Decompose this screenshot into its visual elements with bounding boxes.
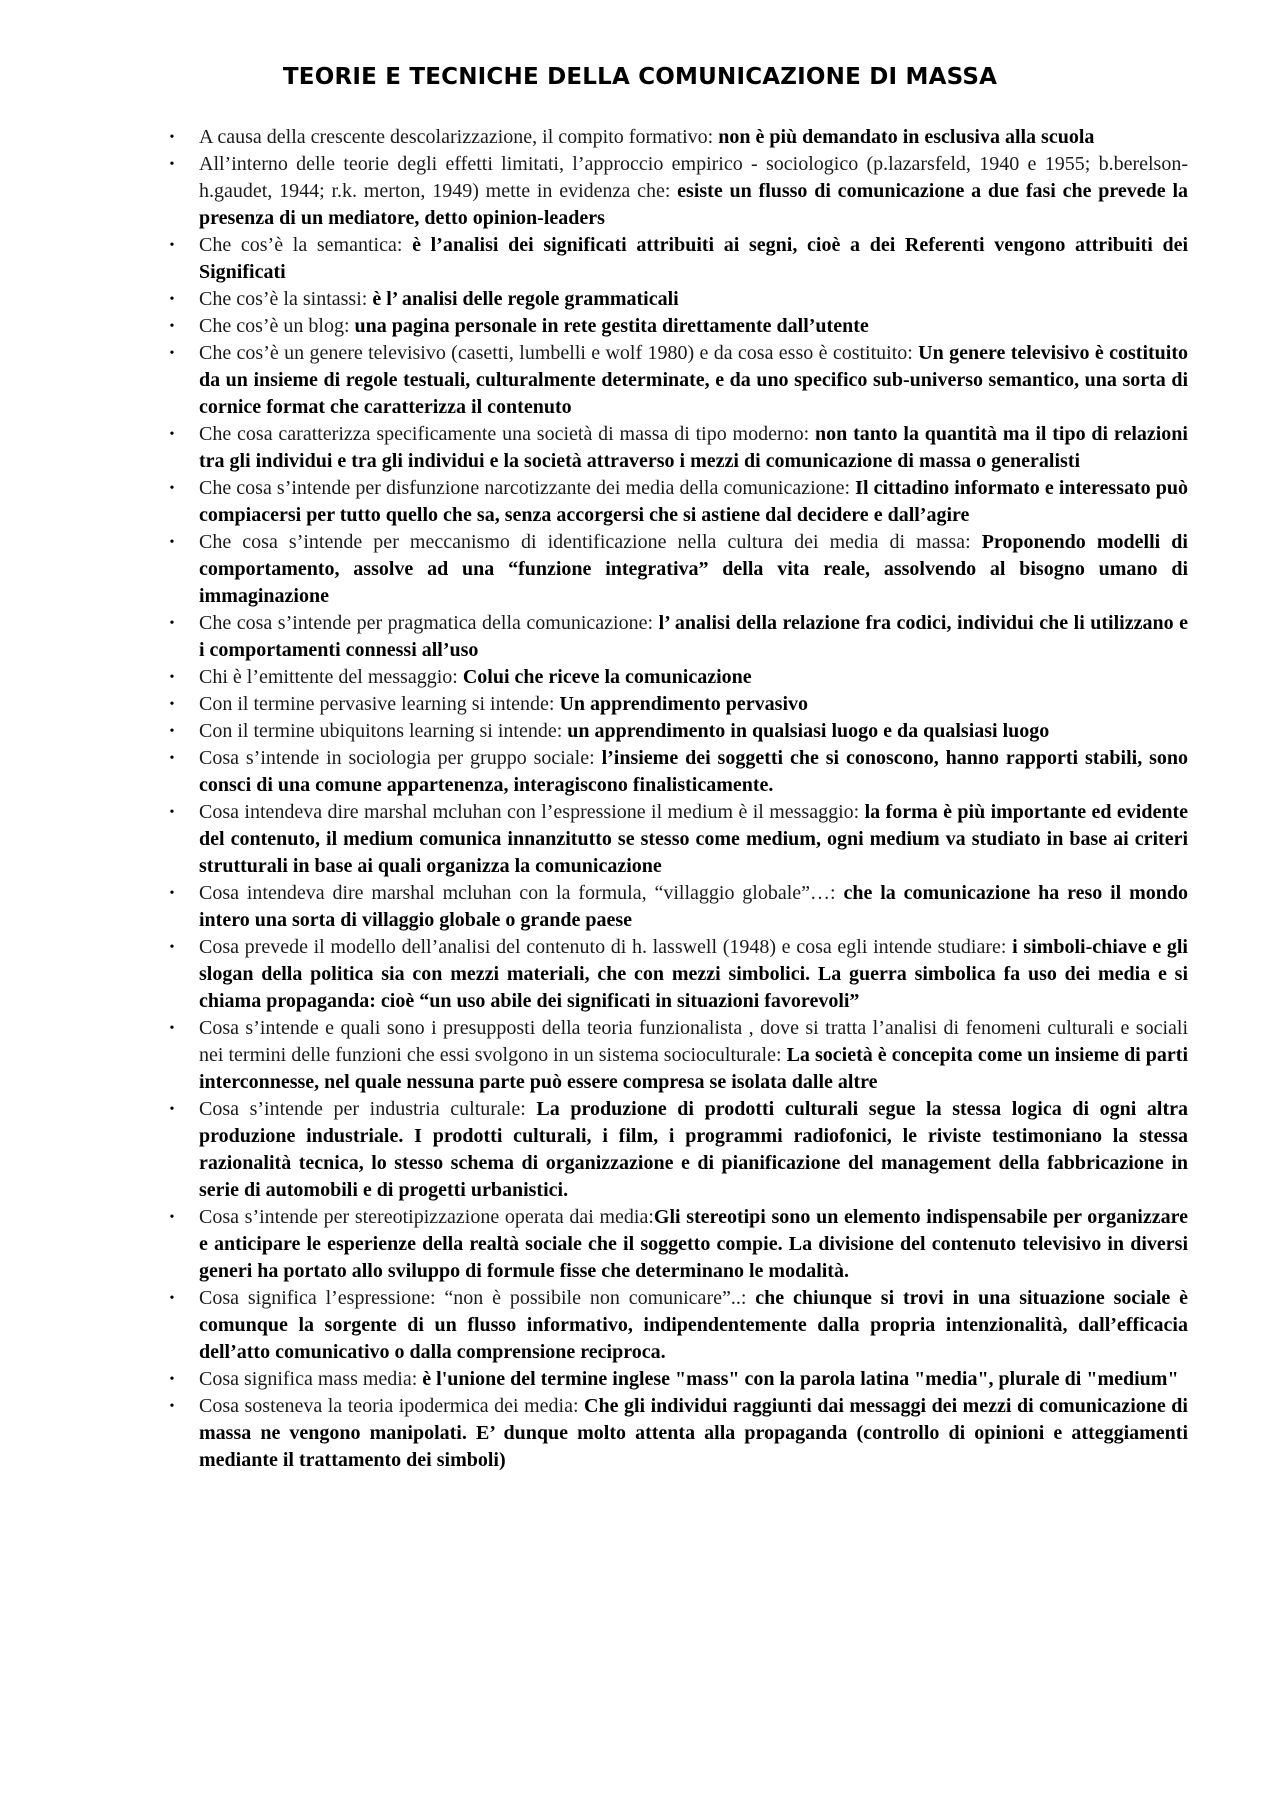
list-item: [162, 664, 1188, 691]
bullet-icon: •: [169, 1102, 175, 1117]
list-item: [162, 880, 1188, 934]
answer-text: che chiunque si trovi in una situazione sociale è comunque la sorgente di un flusso informativo, indipendentemente dalla propria intenzionalità, dall’efficacia dell’atto comunicativo o dalla comprensione reciproca.: [199, 1287, 1188, 1363]
bullet-icon: •: [169, 805, 175, 820]
question-answer-list: [162, 124, 1188, 1474]
question-text: Cosa s’intende in sociologia per gruppo sociale:: [199, 747, 602, 769]
bullet-icon: •: [169, 1399, 175, 1414]
bullet-icon: •: [169, 940, 175, 955]
bullet-icon: •: [169, 481, 175, 496]
question-text: Con il termine ubiquitons learning si intende:: [199, 720, 568, 742]
question-text: Chi è l’emittente del messaggio:: [199, 666, 463, 688]
question-text: Che cosa s’intende per disfunzione narcotizzante dei media della comunicazione:: [199, 477, 856, 499]
bullet-icon: •: [169, 157, 175, 172]
answer-text: Gli stereotipi sono un elemento indispensabile per organizzare e anticipare le esperienze della realtà sociale che il soggetto compie. La divisione del contenuto televisivo in diversi generi ha portato allo sviluppo di formule fisse che determinano le modalità.: [199, 1206, 1188, 1282]
list-item: [162, 529, 1188, 610]
bullet-icon: •: [169, 1291, 175, 1306]
answer-text: la forma è più importante ed evidente del contenuto, il medium comunica innanzitutto se stesso come medium, ogni medium va studiato in base ai criteri strutturali in base ai quali organizza la comunicazione: [199, 801, 1188, 877]
list-item: [162, 232, 1188, 286]
bullet-icon: •: [169, 427, 175, 442]
list-item: [162, 313, 1188, 340]
answer-text: l’insieme dei soggetti che si conoscono, hanno rapporti stabili, sono consci di una comune appartenenza, interagiscono finalisticamente.: [199, 747, 1188, 796]
list-item: [162, 1393, 1188, 1474]
list-item: [162, 151, 1188, 232]
bullet-icon: •: [169, 751, 175, 766]
answer-text: un apprendimento in qualsiasi luogo e da qualsiasi luogo: [567, 720, 1050, 742]
answer-text: esiste un flusso di comunicazione a due fasi che prevede la presenza di un mediatore, detto opinion-leaders: [199, 180, 1189, 229]
list-item: [162, 475, 1188, 529]
answer-text: l’ analisi della relazione fra codici, individui che li utilizzano e i comportamenti connessi all’uso: [199, 612, 1189, 661]
answer-text: non tanto la quantità ma il tipo di relazioni tra gli individui e tra gli individui e la società attraverso i mezzi di comunicazione di massa o generalisti: [199, 423, 1188, 472]
list-item: [162, 799, 1188, 880]
list-item: [162, 691, 1188, 718]
bullet-icon: •: [169, 724, 175, 739]
list-item: [162, 1096, 1188, 1204]
question-text: Cosa significa l’espressione: “non è possibile non comunicare”..:: [199, 1287, 756, 1309]
bullet-icon: •: [169, 292, 175, 307]
list-item: [162, 1204, 1188, 1285]
bullet-icon: •: [169, 1372, 175, 1387]
bullet-icon: •: [169, 886, 175, 901]
answer-text: Che gli individui raggiunti dai messaggi dei mezzi di comunicazione di massa ne vengono manipolati. E’ dunque molto attenta alla propaganda (controllo di opinioni e atteggiamenti mediante il trattamento dei simboli): [199, 1395, 1188, 1471]
list-item: [162, 934, 1188, 1015]
answer-text: una pagina personale in rete gestita direttamente dall’utente: [354, 315, 869, 337]
bullet-icon: •: [169, 130, 175, 145]
answer-text: Colui che riceve la comunicazione: [462, 666, 752, 688]
question-text: Che cosa s’intende per pragmatica della comunicazione:: [199, 612, 659, 634]
question-text: Cosa intendeva dire marshal mcluhan con la formula, “villaggio globale”…:: [199, 882, 844, 904]
bullet-icon: •: [169, 1021, 175, 1036]
answer-text: è l’ analisi delle regole grammaticali: [372, 288, 679, 310]
question-text: Con il termine pervasive learning si intende:: [199, 693, 560, 715]
question-text: Che cos’è la semantica:: [199, 234, 413, 256]
answer-text: Un genere televisivo è costituito da un insieme di regole testuali, culturalmente determinate, e da uno specifico sub-universo semantico, una sorta di cornice format che caratterizza il contenuto: [199, 342, 1188, 418]
list-item: [162, 124, 1188, 151]
answer-text: non è più demandato in esclusiva alla scuola: [718, 126, 1095, 148]
answer-text: La produzione di prodotti culturali segue la stessa logica di ogni altra produzione industriale. I prodotti culturali, i film, i programmi radiofonici, le riviste testimoniano la stessa razionalità tecnica, lo stesso schema di organizzazione e di pianificazione del management della fabbricazione in serie di automobili e di progetti urbanistici.: [199, 1098, 1188, 1201]
bullet-icon: •: [169, 1210, 175, 1225]
question-text: Cosa s’intende per stereotipizzazione operata dai media:: [199, 1206, 654, 1228]
question-text: Cosa significa mass media:: [199, 1368, 423, 1390]
bullet-icon: •: [169, 535, 175, 550]
bullet-icon: •: [169, 238, 175, 253]
answer-text: Un apprendimento pervasivo: [559, 693, 809, 715]
list-item: [162, 1015, 1188, 1096]
question-text: Che cosa s’intende per meccanismo di identificazione nella cultura dei media di massa:: [199, 531, 982, 553]
answer-text: che la comunicazione ha reso il mondo intero una sorta di villaggio globale o grande paese: [199, 882, 1188, 931]
bullet-icon: •: [169, 670, 175, 685]
question-text: Che cosa caratterizza specificamente una società di massa di tipo moderno:: [199, 423, 816, 445]
bullet-icon: •: [169, 346, 175, 361]
question-text: Cosa sosteneva la teoria ipodermica dei media:: [199, 1395, 585, 1417]
question-text: Che cos’è un genere televisivo (casetti, lumbelli e wolf 1980) e da cosa esso è costituito:: [199, 342, 919, 364]
question-text: Cosa intendeva dire marshal mcluhan con l’espressione il medium è il messaggio:: [199, 801, 865, 823]
list-item: [162, 745, 1188, 799]
list-item: [162, 421, 1188, 475]
question-text: Che cos’è la sintassi:: [199, 288, 373, 310]
list-item: [162, 1285, 1188, 1366]
bullet-icon: •: [169, 319, 175, 334]
answer-text: La società è concepita come un insieme di parti interconnesse, nel quale nessuna parte può essere compresa se isolata dalle altre: [199, 1044, 1189, 1093]
bullet-icon: •: [169, 616, 175, 631]
question-text: Cosa s’intende e quali sono i presupposti della teoria funzionalista , dove si tratta l’analisi di fenomeni culturali e sociali nei termini delle funzioni che essi svolgono in un sistema socioculturale:: [199, 1017, 1188, 1066]
bullet-icon: •: [169, 697, 175, 712]
question-text: Cosa prevede il modello dell’analisi del contenuto di h. lasswell (1948) e cosa egli intende studiare:: [199, 936, 1013, 958]
page-title: TEORIE E TECNICHE DELLA COMUNICAZIONE DI MASSA: [282, 64, 998, 90]
question-text: Cosa s’intende per industria culturale:: [199, 1098, 537, 1120]
answer-text: è l’analisi dei significati attribuiti ai segni, cioè a dei Referenti vengono attribuiti dei Significati: [199, 234, 1188, 283]
list-item: [162, 340, 1188, 421]
list-item: [162, 1366, 1188, 1393]
answer-text: Il cittadino informato e interessato può compiacersi per tutto quello che sa, senza accorgersi che si astiene dal decidere e dall’agire: [199, 477, 1188, 526]
list-item: [162, 718, 1188, 745]
question-text: Che cos’è un blog:: [199, 315, 355, 337]
answer-text: i simboli-chiave e gli slogan della politica sia con mezzi materiali, che con mezzi simbolici. La guerra simbolica fa uso dei media e si chiama propaganda: cioè “un uso abile dei significati in situazioni favorevoli”: [199, 936, 1188, 1012]
question-text: All’interno delle teorie degli effetti limitati, l’approccio empirico - sociologico (p.lazarsfeld, 1940 e 1955; b.berelson-h.gaudet, 1944; r.k. merton, 1949) mette in evidenza che:: [199, 153, 1188, 202]
answer-text: è l'unione del termine inglese "mass" con la parola latina "media", plurale di "medium": [422, 1368, 1179, 1390]
list-item: [162, 286, 1188, 313]
question-text: A causa della crescente descolarizzazione, il compito formativo:: [199, 126, 719, 148]
list-item: [162, 610, 1188, 664]
answer-text: Proponendo modelli di comportamento, assolve ad una “funzione integrativa” della vita reale, assolvendo al bisogno umano di immaginazione: [199, 531, 1188, 607]
